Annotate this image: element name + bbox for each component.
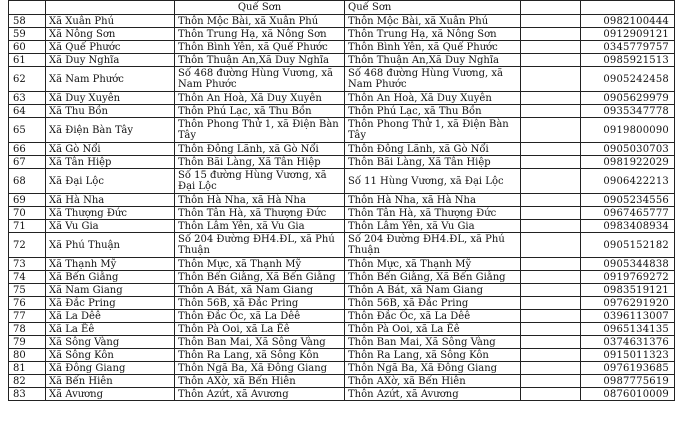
address-secondary-cell: Thôn Ra Lang, xã Sông Kôn — [345, 349, 521, 362]
row-number-cell: 62 — [9, 67, 46, 92]
address-secondary-cell: Thôn Hà Nha, xã Hà Nha — [345, 194, 521, 207]
empty-cell — [521, 41, 581, 54]
table-row — [9, 375, 675, 388]
empty-cell — [521, 271, 581, 284]
ward-name-cell: Xã Sông Kôn — [46, 349, 175, 362]
row-number-cell: 74 — [9, 271, 46, 284]
row-number-cell: 79 — [9, 336, 46, 349]
address-secondary-cell: Thôn Lâm Yên, xã Vu Gia — [345, 220, 521, 233]
ward-name-cell: Xã Tân Hiệp — [46, 156, 175, 169]
row-number-cell: 59 — [9, 28, 46, 41]
address-primary-cell: Số 468 đường Hùng Vương, xã Nam Phước — [175, 67, 345, 92]
row-number-cell: 65 — [9, 118, 46, 143]
empty-cell — [521, 336, 581, 349]
table-row — [9, 105, 675, 118]
phone-number-cell: 0905234556 — [581, 194, 675, 207]
phone-number-cell: 0905152182 — [581, 233, 675, 258]
phone-number-cell: 0976291920 — [581, 297, 675, 310]
phone-number-cell: 0919769272 — [581, 271, 675, 284]
phone-number-cell: 0912909121 — [581, 28, 675, 41]
address-secondary-cell: Thôn Bãi Làng, Xã Tân Hiệp — [345, 156, 521, 169]
row-number-cell: 60 — [9, 41, 46, 54]
phone-number-cell: 0905030703 — [581, 143, 675, 156]
table-body — [9, 1, 675, 401]
address-primary-cell: Thôn Bến Giằng, Xã Bến Giằng — [175, 271, 345, 284]
row-number-cell: 76 — [9, 297, 46, 310]
empty-cell — [521, 28, 581, 41]
address-primary-cell: Thôn Ra Lang, xã Sông Kôn — [175, 349, 345, 362]
phone-number-cell: 0967465777 — [581, 207, 675, 220]
header-cell-empty — [46, 1, 175, 15]
header-cell-empty — [521, 1, 581, 15]
ward-name-cell: Xã Duy Nghĩa — [46, 54, 175, 67]
document-sheet — [8, 0, 669, 433]
ward-name-cell: Xã La Dêê — [46, 310, 175, 323]
header-district-b: Quế Sơn — [345, 1, 521, 15]
row-number-cell: 80 — [9, 349, 46, 362]
ward-name-cell: Xã Thượng Đức — [46, 207, 175, 220]
empty-cell — [521, 258, 581, 271]
address-secondary-cell: Thôn Thuận An,Xã Duy Nghĩa — [345, 54, 521, 67]
address-primary-cell: Thôn Lâm Yên, xã Vu Gia — [175, 220, 345, 233]
phone-number-cell: 0905629979 — [581, 92, 675, 105]
phone-number-cell: 0374631376 — [581, 336, 675, 349]
row-number-cell: 67 — [9, 156, 46, 169]
empty-cell — [521, 92, 581, 105]
ward-name-cell: Xã Sông Vàng — [46, 336, 175, 349]
address-primary-cell: Thôn 56B, xã Đắc Pring — [175, 297, 345, 310]
header-district-a: Quế Sơn — [175, 1, 345, 15]
address-primary-cell: Thôn Bãi Làng, Xã Tân Hiệp — [175, 156, 345, 169]
phone-number-cell: 0919800090 — [581, 118, 675, 143]
ward-name-cell: Xã Duy Xuyên — [46, 92, 175, 105]
phone-number-cell: 0876010009 — [581, 388, 675, 401]
address-primary-cell: Thôn Phú Lạc, xã Thu Bồn — [175, 105, 345, 118]
phone-number-cell: 0905344838 — [581, 258, 675, 271]
phone-number-cell: 0976193685 — [581, 362, 675, 375]
table-row — [9, 220, 675, 233]
table-row — [9, 388, 675, 401]
address-primary-cell: Thôn Đắc Ốc, xã La Dêê — [175, 310, 345, 323]
address-primary-cell: Thôn Mộc Bài, xã Xuân Phú — [175, 15, 345, 28]
table-row — [9, 41, 675, 54]
table-row — [9, 67, 675, 92]
empty-cell — [521, 67, 581, 92]
ward-name-cell: Xã Đắc Pring — [46, 297, 175, 310]
table-row — [9, 258, 675, 271]
address-secondary-cell: Số 468 đường Hùng Vương, xã Nam Phước — [345, 67, 521, 92]
phone-number-cell: 0965134135 — [581, 323, 675, 336]
empty-cell — [521, 15, 581, 28]
ward-name-cell: Xã Đông Giang — [46, 362, 175, 375]
address-secondary-cell: Thôn Tân Hà, xã Thượng Đức — [345, 207, 521, 220]
address-secondary-cell: Thôn Mộc Bài, xã Xuân Phú — [345, 15, 521, 28]
empty-cell — [521, 194, 581, 207]
address-primary-cell: Thôn AXờ, xã Bến Hiên — [175, 375, 345, 388]
phone-number-cell: 0981922029 — [581, 156, 675, 169]
address-primary-cell: Thôn Ngã Ba, Xã Đông Giang — [175, 362, 345, 375]
header-cell-empty — [581, 1, 675, 15]
empty-cell — [521, 220, 581, 233]
address-primary-cell: Thôn Thuận An,Xã Duy Nghĩa — [175, 54, 345, 67]
row-number-cell: 70 — [9, 207, 46, 220]
table-row — [9, 362, 675, 375]
row-number-cell: 73 — [9, 258, 46, 271]
row-number-cell: 58 — [9, 15, 46, 28]
phone-number-cell: 0345779757 — [581, 41, 675, 54]
address-secondary-cell: Thôn An Hoà, Xã Duy Xuyên — [345, 92, 521, 105]
address-primary-cell: Thôn Đông Lãnh, xã Gò Nổi — [175, 143, 345, 156]
address-table — [8, 0, 675, 401]
table-row — [9, 169, 675, 194]
phone-number-cell: 0983408934 — [581, 220, 675, 233]
row-number-cell: 68 — [9, 169, 46, 194]
row-number-cell: 75 — [9, 284, 46, 297]
empty-cell — [521, 156, 581, 169]
ward-name-cell: Xã La Êê — [46, 323, 175, 336]
empty-cell — [521, 323, 581, 336]
address-primary-cell: Số 15 đường Hùng Vương, xã Đại Lộc — [175, 169, 345, 194]
ward-name-cell: Xã Điện Bàn Tây — [46, 118, 175, 143]
address-secondary-cell: Thôn Ngã Ba, Xã Đông Giang — [345, 362, 521, 375]
table-row — [9, 284, 675, 297]
address-secondary-cell: Thôn Trung Hạ, xã Nông Sơn — [345, 28, 521, 41]
row-number-cell: 77 — [9, 310, 46, 323]
row-number-cell: 63 — [9, 92, 46, 105]
address-primary-cell: Thôn Pà Ooi, xã La Êê — [175, 323, 345, 336]
address-secondary-cell: Thôn AXờ, xã Bến Hiên — [345, 375, 521, 388]
ward-name-cell: Xã Hà Nha — [46, 194, 175, 207]
row-number-cell: 78 — [9, 323, 46, 336]
row-number-cell: 82 — [9, 375, 46, 388]
table-row — [9, 118, 675, 143]
phone-number-cell: 0906422213 — [581, 169, 675, 194]
empty-cell — [521, 297, 581, 310]
address-secondary-cell: Thôn Phú Lạc, xã Thu Bồn — [345, 105, 521, 118]
table-row — [9, 349, 675, 362]
ward-name-cell: Xã Quế Phước — [46, 41, 175, 54]
address-primary-cell: Thôn Azứt, xã Avương — [175, 388, 345, 401]
table-row — [9, 233, 675, 258]
address-secondary-cell: Thôn Pà Ooi, xã La Êê — [345, 323, 521, 336]
empty-cell — [521, 105, 581, 118]
address-secondary-cell: Thôn Bến Giằng, Xã Bến Giằng — [345, 271, 521, 284]
ward-name-cell: Xã Bến Giằng — [46, 271, 175, 284]
address-primary-cell: Thôn Ban Mai, Xã Sông Vàng — [175, 336, 345, 349]
ward-name-cell: Xã Gò Nổi — [46, 143, 175, 156]
row-number-cell: 64 — [9, 105, 46, 118]
table-row — [9, 156, 675, 169]
header-row — [9, 1, 675, 15]
address-primary-cell: Thôn Hà Nha, xã Hà Nha — [175, 194, 345, 207]
table-row — [9, 54, 675, 67]
phone-number-cell: 0396113007 — [581, 310, 675, 323]
empty-cell — [521, 169, 581, 194]
empty-cell — [521, 143, 581, 156]
row-number-cell: 81 — [9, 362, 46, 375]
ward-name-cell: Xã Đại Lộc — [46, 169, 175, 194]
table-row — [9, 336, 675, 349]
table-row — [9, 194, 675, 207]
phone-number-cell: 0935347778 — [581, 105, 675, 118]
phone-number-cell: 0905242458 — [581, 67, 675, 92]
ward-name-cell: Xã Bến Hiên — [46, 375, 175, 388]
address-primary-cell: Thôn Bình Yên, xã Quế Phước — [175, 41, 345, 54]
ward-name-cell: Xã Nông Sơn — [46, 28, 175, 41]
address-secondary-cell: Số 204 Đường ĐH4.ĐL, xã Phú Thuận — [345, 233, 521, 258]
address-secondary-cell: Thôn 56B, xã Đắc Pring — [345, 297, 521, 310]
address-secondary-cell: Thôn Đông Lãnh, xã Gò Nổi — [345, 143, 521, 156]
phone-number-cell: 0915011323 — [581, 349, 675, 362]
row-number-cell: 69 — [9, 194, 46, 207]
empty-cell — [521, 362, 581, 375]
ward-name-cell: Xã Avương — [46, 388, 175, 401]
table-row — [9, 271, 675, 284]
header-cell-empty — [9, 1, 46, 15]
empty-cell — [521, 388, 581, 401]
address-secondary-cell: Thôn Azứt, xã Avương — [345, 388, 521, 401]
table-row — [9, 143, 675, 156]
ward-name-cell: Xã Xuân Phú — [46, 15, 175, 28]
row-number-cell: 83 — [9, 388, 46, 401]
row-number-cell: 72 — [9, 233, 46, 258]
table-row — [9, 323, 675, 336]
row-number-cell: 71 — [9, 220, 46, 233]
row-number-cell: 66 — [9, 143, 46, 156]
table-row — [9, 92, 675, 105]
ward-name-cell: Xã Vu Gia — [46, 220, 175, 233]
address-secondary-cell: Thôn Mực, xã Thạnh Mỹ — [345, 258, 521, 271]
table-row — [9, 15, 675, 28]
ward-name-cell: Xã Thạnh Mỹ — [46, 258, 175, 271]
address-secondary-cell: Thôn Ban Mai, Xã Sông Vàng — [345, 336, 521, 349]
address-secondary-cell: Thôn A Bát, xã Nam Giang — [345, 284, 521, 297]
address-primary-cell: Thôn An Hoà, Xã Duy Xuyên — [175, 92, 345, 105]
address-primary-cell: Số 204 Đường ĐH4.ĐL, xã Phú Thuận — [175, 233, 345, 258]
address-primary-cell: Thôn Mực, xã Thạnh Mỹ — [175, 258, 345, 271]
empty-cell — [521, 207, 581, 220]
table-row — [9, 310, 675, 323]
table-row — [9, 297, 675, 310]
phone-number-cell: 0987775619 — [581, 375, 675, 388]
empty-cell — [521, 54, 581, 67]
phone-number-cell: 0982100444 — [581, 15, 675, 28]
address-secondary-cell: Thôn Đắc Ốc, xã La Dêê — [345, 310, 521, 323]
ward-name-cell: Xã Nam Giang — [46, 284, 175, 297]
address-primary-cell: Thôn Tân Hà, xã Thượng Đức — [175, 207, 345, 220]
empty-cell — [521, 284, 581, 297]
ward-name-cell: Xã Phú Thuận — [46, 233, 175, 258]
address-primary-cell: Thôn A Bát, xã Nam Giang — [175, 284, 345, 297]
address-secondary-cell: Số 11 Hùng Vương, xã Đại Lộc — [345, 169, 521, 194]
address-secondary-cell: Thôn Phong Thử 1, xã Điện Bàn Tây — [345, 118, 521, 143]
empty-cell — [521, 375, 581, 388]
ward-name-cell: Xã Nam Phước — [46, 67, 175, 92]
address-secondary-cell: Thôn Bình Yên, xã Quế Phước — [345, 41, 521, 54]
ward-name-cell: Xã Thu Bồn — [46, 105, 175, 118]
phone-number-cell: 0985921513 — [581, 54, 675, 67]
row-number-cell: 61 — [9, 54, 46, 67]
table-row — [9, 207, 675, 220]
address-primary-cell: Thôn Trung Hạ, xã Nông Sơn — [175, 28, 345, 41]
empty-cell — [521, 349, 581, 362]
empty-cell — [521, 233, 581, 258]
table-row — [9, 28, 675, 41]
empty-cell — [521, 310, 581, 323]
address-primary-cell: Thôn Phong Thử 1, xã Điện Bàn Tây — [175, 118, 345, 143]
phone-number-cell: 0983519121 — [581, 284, 675, 297]
empty-cell — [521, 118, 581, 143]
